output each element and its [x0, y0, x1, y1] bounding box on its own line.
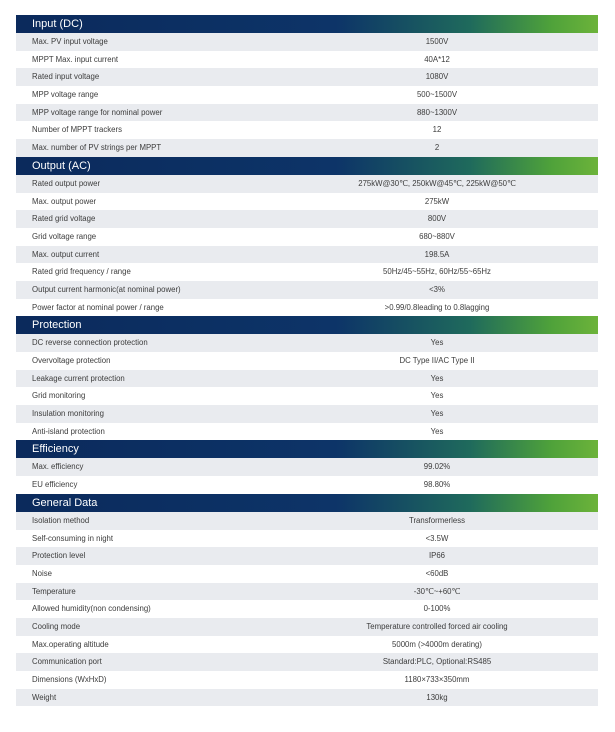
spec-label: Anti-island protection: [32, 426, 105, 436]
section-header: Protection: [16, 316, 598, 334]
spec-row: [16, 210, 598, 228]
spec-label: Max. efficiency: [32, 462, 84, 472]
spec-value: 130kg: [426, 692, 448, 702]
spec-label: Insulation monitoring: [32, 409, 104, 419]
spec-label: Weight: [32, 692, 57, 702]
spec-row: [16, 689, 598, 707]
spec-row: [16, 530, 598, 548]
spec-value: 0-100%: [423, 604, 451, 614]
spec-value: Yes: [430, 373, 444, 383]
spec-label: Rated grid frequency / range: [32, 267, 131, 277]
spec-value: 275kW@30℃, 250kW@45℃, 225kW@50℃: [358, 178, 516, 188]
spec-label: Leakage current protection: [32, 373, 125, 383]
section-header: General Data: [16, 494, 598, 512]
spec-row: [16, 565, 598, 583]
spec-row: [16, 33, 598, 51]
spec-value: 12: [432, 125, 442, 135]
spec-value: DC Type II/AC Type II: [399, 356, 475, 365]
spec-label: Output current harmonic(at nominal power): [32, 284, 181, 294]
spec-row: [16, 299, 598, 317]
spec-section: [16, 316, 598, 440]
spec-label: Overvoltage protection: [32, 356, 111, 365]
spec-value: 1500V: [425, 37, 449, 46]
spec-row: [16, 139, 598, 157]
spec-label: Max.operating altitude: [32, 639, 109, 649]
spec-row: [16, 458, 598, 476]
spec-label: Rated grid voltage: [32, 214, 96, 224]
spec-label: MPP voltage range: [32, 90, 99, 100]
spec-value: 198.5A: [424, 249, 450, 259]
spec-label: Power factor at nominal power / range: [32, 302, 164, 312]
spec-row: [16, 104, 598, 122]
spec-label: Temperature: [32, 586, 76, 596]
spec-value: -30℃~+60℃: [413, 586, 461, 596]
spec-value: 500~1500V: [416, 90, 458, 100]
spec-label: Protection level: [32, 551, 86, 561]
spec-label: Allowed humidity(non condensing): [32, 604, 151, 614]
spec-row: [16, 583, 598, 601]
spec-value: 1080V: [425, 72, 449, 82]
spec-value: Transformerless: [408, 515, 466, 525]
spec-row: [16, 175, 598, 193]
spec-label: Communication port: [32, 657, 102, 667]
spec-row: [16, 387, 598, 405]
spec-value: 50Hz/45~55Hz, 60Hz/55~65Hz: [383, 267, 491, 277]
spec-row: [16, 671, 598, 689]
section-header: Input (DC): [16, 15, 598, 33]
spec-row: [16, 352, 598, 370]
spec-value: 275kW: [424, 196, 450, 206]
spec-label: EU efficiency: [32, 480, 78, 490]
spec-row: [16, 547, 598, 565]
spec-value: 5000m (>4000m derating): [392, 639, 482, 649]
spec-row: [16, 618, 598, 636]
spec-value: Yes: [430, 391, 444, 401]
spec-row: [16, 405, 598, 423]
spec-section: [16, 494, 598, 707]
spec-row: [16, 653, 598, 671]
spec-row: [16, 121, 598, 139]
spec-value: 800V: [427, 214, 447, 224]
spec-row: [16, 512, 598, 530]
spec-label: MPPT Max. input current: [32, 54, 119, 64]
spec-value: 2: [434, 143, 440, 153]
spec-value: Standard:PLC, Optional:RS485: [382, 657, 492, 667]
spec-label: Grid monitoring: [32, 391, 86, 401]
spec-label: Max. number of PV strings per MPPT: [32, 143, 162, 153]
spec-value: <3%: [429, 284, 445, 294]
spec-label: Rated input voltage: [32, 72, 100, 82]
spec-label: MPP voltage range for nominal power: [32, 107, 163, 117]
spec-label: DC reverse connection protection: [32, 338, 148, 348]
spec-value: IP66: [428, 551, 446, 561]
spec-label: Cooling mode: [32, 621, 81, 631]
spec-label: Grid voltage range: [32, 231, 97, 241]
spec-value: 99.02%: [423, 462, 451, 472]
section-header: Output (AC): [16, 157, 598, 175]
spec-row: [16, 51, 598, 69]
spec-row: [16, 228, 598, 246]
spec-value: 880~1300V: [416, 107, 458, 117]
spec-row: [16, 636, 598, 654]
spec-sheet: [16, 15, 598, 706]
spec-row: [16, 263, 598, 281]
spec-row: [16, 246, 598, 264]
spec-value: 680~880V: [419, 231, 455, 241]
spec-row: [16, 423, 598, 441]
spec-value: Temperature controlled forced air cooling: [366, 621, 508, 631]
spec-value: Yes: [430, 409, 444, 419]
spec-value: 98.80%: [423, 480, 451, 490]
spec-label: Self-consuming in night: [32, 533, 114, 543]
spec-row: [16, 600, 598, 618]
spec-value: Yes: [430, 426, 444, 436]
spec-row: [16, 281, 598, 299]
spec-row: [16, 86, 598, 104]
spec-row: [16, 193, 598, 211]
spec-row: [16, 370, 598, 388]
spec-value: <3.5W: [425, 533, 449, 543]
spec-value: 1180×733×350mm: [404, 675, 470, 684]
spec-label: Max. output current: [32, 249, 100, 259]
spec-label: Rated output power: [32, 178, 101, 188]
spec-value: >0.99/0.8leading to 0.8lagging: [384, 302, 490, 312]
spec-row: [16, 476, 598, 494]
spec-row: [16, 334, 598, 352]
spec-label: Dimensions (WxHxD): [32, 675, 107, 684]
spec-label: Noise: [32, 568, 52, 578]
spec-label: Max. PV input voltage: [32, 37, 108, 46]
spec-section: [16, 157, 598, 317]
spec-label: Max. output power: [32, 196, 97, 206]
spec-row: [16, 68, 598, 86]
spec-value: 40A*12: [424, 54, 450, 64]
spec-label: Number of MPPT trackers: [32, 125, 122, 135]
section-header: Efficiency: [16, 440, 598, 458]
spec-value: Yes: [430, 338, 444, 348]
spec-section: [16, 15, 598, 157]
spec-label: Isolation method: [32, 515, 90, 525]
spec-section: [16, 440, 598, 493]
spec-value: <60dB: [425, 568, 449, 578]
